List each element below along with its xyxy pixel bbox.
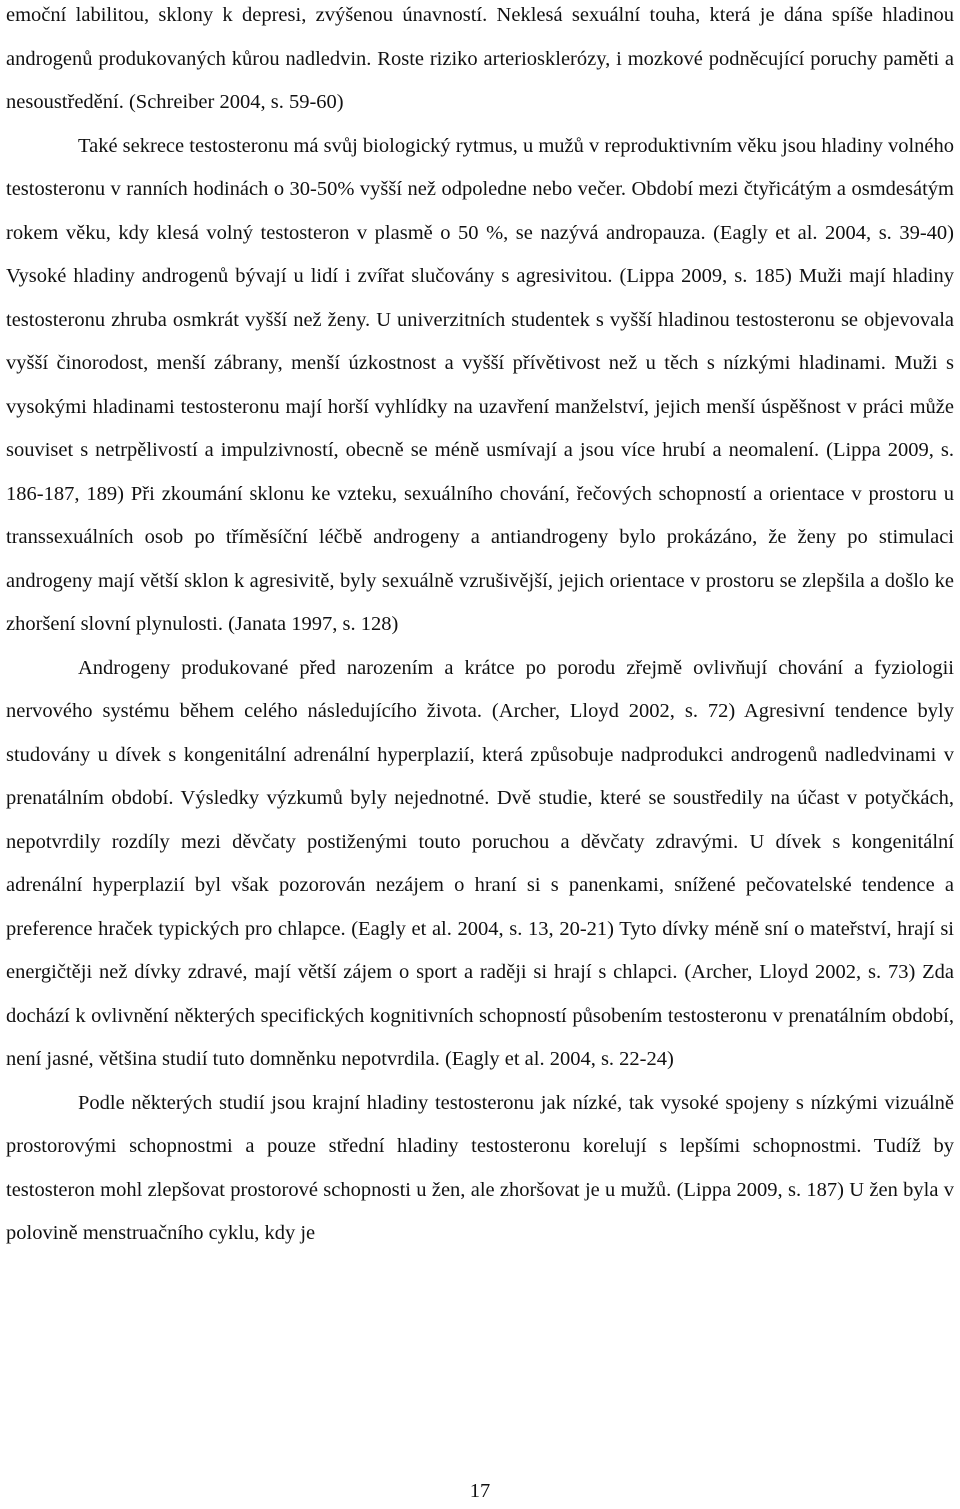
page-number: 17 xyxy=(469,1480,491,1502)
paragraph-4: Podle některých studií jsou krajní hladiny testosteronu jak nízké, tak vysoké spojeny s nízkými vizuálně prostorovými schopnostmi a pouze střední hladiny testosteronu korelují s lepšími schopnostmi. Tudíž by testosteron mohl zlepšovat prostorové schopnosti u žen, ale zhoršovat je u mužů. (Lippa 2009, s. 187) U žen byla v polovině menstruačního cyklu, kdy je xyxy=(6,1091,954,1244)
paragraph-3: Androgeny produkované před narozením a krátce po porodu zřejmě ovlivňují chování a fyziologii nervového systému během celého následujícího života. (Archer, Lloyd 2002, s. 72) Agresivní tendence byly studovány u dívek s kongenitální adrenální hyperplazií, která způsobuje nadprodukci androgenů nadledvinami v prenatálním období. Výsledky výzkumů byly nejednotné. Dvě studie, které se soustředily na účast v potyčkách, nepotvrdily rozdíly mezi děvčaty postiženými touto poruchou a děvčaty zdravými. U dívek s kongenitální adrenální hyperplazií byl však pozorován nezájem o hraní si s panenkami, snížené pečovatelské tendence a preference hraček typických pro chlapce. (Eagly et al. 2004, s. 13, 20-21) Tyto dívky méně sní o mateřství, hrají si energičtěji než dívky zdravé, mají větší zájem o sport a raději si hrají s chlapci. (Archer, Lloyd 2002, s. 73) Zda dochází k ovlivnění některých specifických kognitivních schopností působením testosteronu v prenatálním období, není jasné, většina studií tuto domněnku nepotvrdila. (Eagly et al. 2004, s. 22-24) xyxy=(6,656,954,1070)
paragraph-2: Také sekrece testosteronu má svůj biologický rytmus, u mužů v reproduktivním věku jsou hladiny volného testosteronu v ranních hodinách o 30-50% vyšší než odpoledne nebo večer. Období mezi čtyřicátým a osmdesátým rokem věku, kdy klesá volný testosteron v plasmě o 50 %, se nazývá andropauza. (Eagly et al. 2004, s. 39-40) Vysoké hladiny androgenů bývají u lidí i zvířat slučovány s agresivitou. (Lippa 2009, s. 185) Muži mají hladiny testosteronu zhruba osmkrát vyšší než ženy. U univerzitních studentek s vyšší hladinou testosteronu se objevovala vyšší činorodost, menší zábrany, menší úzkostnost a vyšší přívětivost než u těch s nízkými hladinami. Muži s vysokými hladinami testosteronu mají horší vyhlídky na uzavření manželství, jejich menší úspěšnost v práci může souviset s netrpělivostí a impulzivností, obecně se méně usmívají a jsou více hrubí a neomalení. (Lippa 2009, s. 186-187, 189) Při zkoumání sklonu ke vzteku, sexuálního chování, řečových schopností a orientace v prostoru u transsexuálních osob po tříměsíční léčbě androgeny a antiandrogeny bylo prokázáno, že ženy po stimulaci androgeny mají větší sklon k agresivitě, byly sexuálně vzrušivější, jejich orientace v prostoru se zlepšila a došlo ke zhoršení slovní plynulosti. (Janata 1997, s. 128) xyxy=(6,134,954,635)
body-text xyxy=(6,0,954,1256)
paragraph-1: emoční labilitou, sklony k depresi, zvýšenou únavností. Neklesá sexuální touha, která je dána spíše hladinou androgenů produkovaných kůrou nadledvin. Roste riziko arteriosklerózy, i mozkové podněcující poruchy paměti a nesoustředění. (Schreiber 2004, s. 59-60) xyxy=(6,4,954,113)
